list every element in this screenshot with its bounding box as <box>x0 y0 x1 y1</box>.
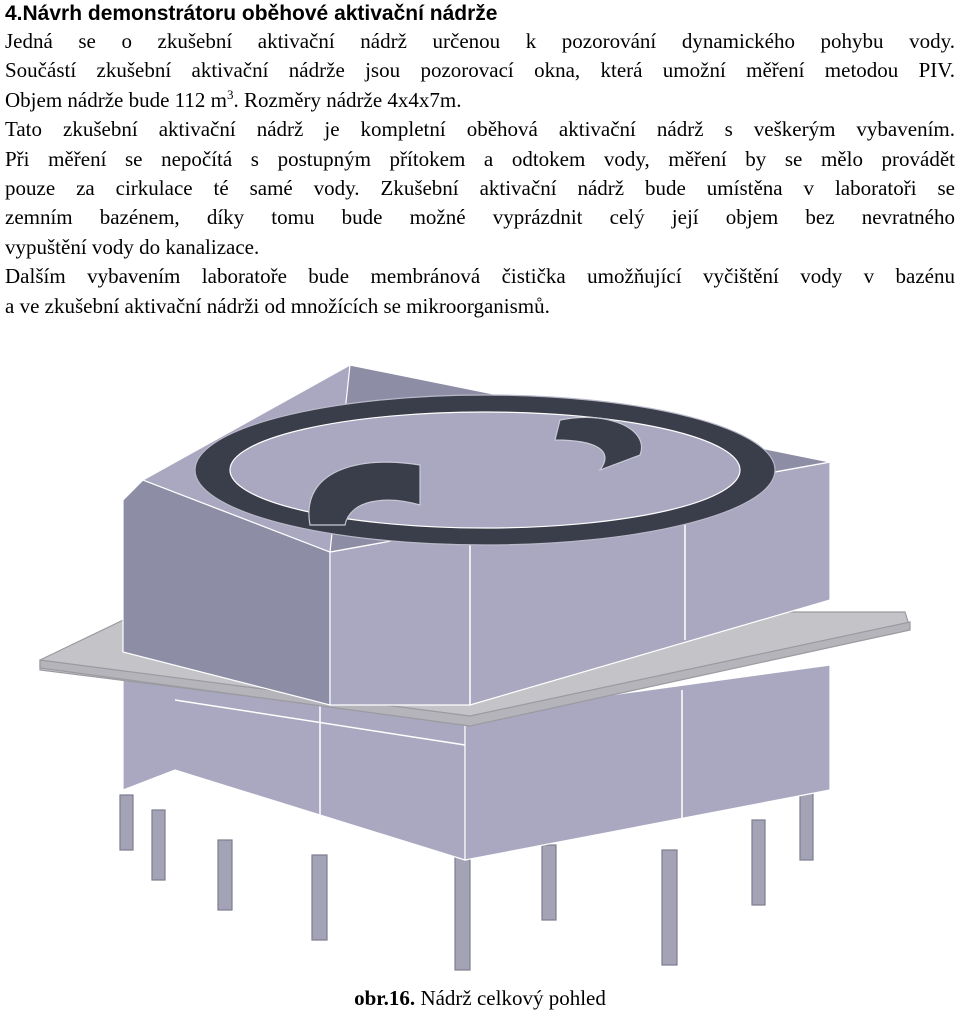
figure-number: obr.16. <box>354 986 416 1010</box>
paragraph-line: a ve zkušební aktivační nádrži od množících se mikroorganismů. <box>5 293 550 318</box>
paragraph-line <box>5 86 955 115</box>
volume-unit-superscript: 3 <box>227 86 234 102</box>
paragraph-line: Při měření se nepočítá s postupným přítokem a odtokem vody, měření by se mělo provádět <box>5 146 955 171</box>
paragraph-line: Jedná se o zkušební aktivační nádrž určenou k pozorování dynamického pohybu vody. <box>5 29 955 53</box>
paragraph-line: zemním bazénem, díky tomu bude možné vyprázdnit celý její objem bez nevratného <box>5 205 955 230</box>
figure-title: Nádrž celkový pohled <box>415 986 606 1010</box>
paragraph-line: pouze za cirkulace té samé vody. Zkušební aktivační nádrž bude umístěna v laboratoři se <box>5 176 955 201</box>
tank-3d-illustration <box>0 355 960 980</box>
paragraph-line: Dalším vybavením laboratoře bude membránová čistička umožňující vyčištění vody v bazénu <box>5 264 955 289</box>
paragraph-line: Tato zkušební aktivační nádrž je kompletní oběhová aktivační nádrž s veškerým vybavením. <box>5 117 955 142</box>
figure-caption <box>0 985 960 1011</box>
paragraph-line: vypuštění vody do kanalizace. <box>5 234 260 259</box>
oval-channel <box>195 395 775 545</box>
volume-text: Objem nádrže bude 112 m <box>5 87 227 112</box>
dimensions-text: . Rozměry nádrže 4x4x7m. <box>233 87 462 112</box>
body-text <box>5 0 955 321</box>
paragraph-line: Součástí zkušební aktivační nádrže jsou pozorovací okna, která umožní měření metodou PIV. <box>5 58 955 83</box>
section-heading: 4.Návrh demonstrátoru oběhové aktivační nádrže <box>5 2 498 25</box>
